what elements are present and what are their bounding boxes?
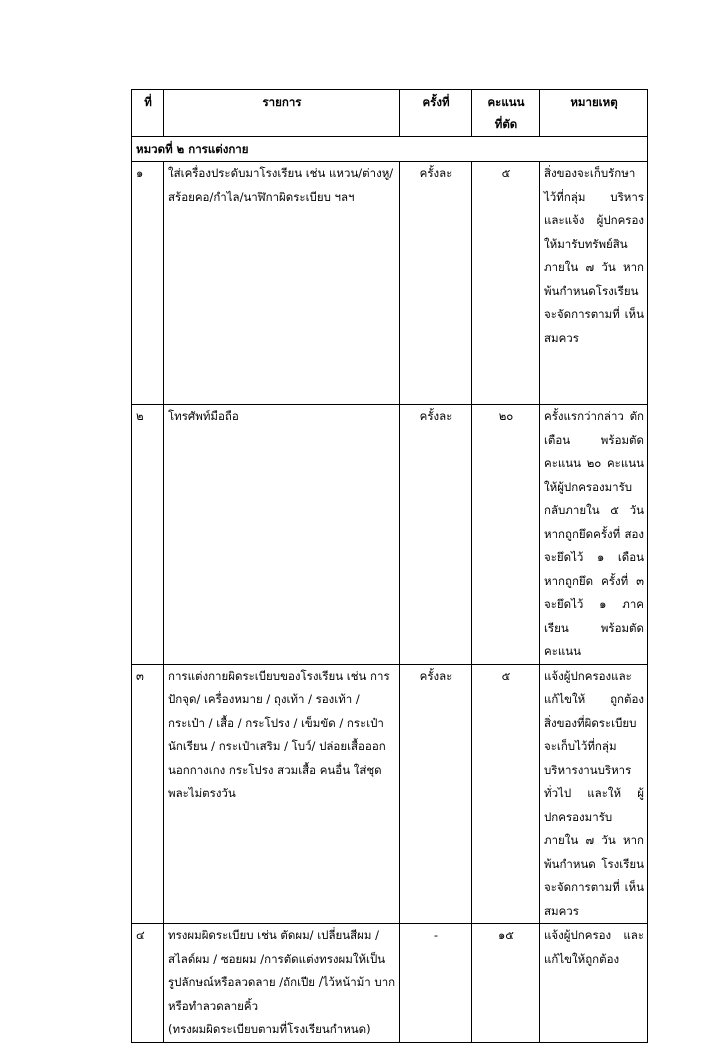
table-row <box>132 162 648 405</box>
row-note <box>540 664 648 924</box>
header-times: ครั้งที่ <box>400 90 472 137</box>
section-row <box>132 137 648 162</box>
row-number: ๔ <box>132 924 164 1043</box>
row-note-text: สิ่งของจะเก็บรักษาไว้ที่กลุ่ม บริหาร และแจ้ง ผู้ปกครอง ให้มารับทรัพย์สิน ภายใน ๗ วัน หาก พ้นกำหนดโรงเรียน จะจัดการตามที่ เห็นสมควร <box>544 166 644 345</box>
row-item <box>164 162 400 405</box>
header-no: ที่ <box>132 90 164 137</box>
section-title: หมวดที่ ๒ การแต่งกาย <box>132 137 648 162</box>
row-times: - <box>400 924 472 1043</box>
row-item-text: ทรงผมผิดระเบียบ เช่น ตัดผม/ เปลี่ยนสีผม / สไลด์ผม / ซอยผม /การตัดแต่งทรงผมให้เป็นรูปลักษณ์หรือลวดลาย /ถักเปีย /ไว้หน้าม้า บากหรือทำลวดลายคิ้ว (ทรงผมผิดระเบียบตามที่โรงเรียนกำหนด) <box>168 928 396 1036</box>
row-item <box>164 405 400 665</box>
row-note <box>540 162 648 405</box>
row-item <box>164 924 400 1043</box>
row-number: ๒ <box>132 405 164 665</box>
row-score: ๕ <box>472 162 540 405</box>
row-number: ๓ <box>132 664 164 924</box>
row-times: ครั้งละ <box>400 664 472 924</box>
row-note-text: ครั้งแรกว่ากล่าว ตักเตือน พร้อมตัด คะแนน ๒๐ คะแนน ให้ผู้ปกครองมารับ กลับภายใน ๕ วัน หากถูกยึดครั้งที่ สองจะยึดไว้ ๑ เดือน หากถูกยึด ครั้งที่ ๓ จะยึดไว้ ๑ ภาคเรียน พร้อมตัด คะแนน <box>544 409 644 658</box>
row-item-text: ใส่เครื่องประดับมาโรงเรียน เช่น แหวน/ต่างหู/สร้อยคอ/กำไล/นาฬิกาผิดระเบียบ ฯลฯ <box>168 166 394 204</box>
table-row <box>132 664 648 924</box>
row-number: ๑ <box>132 162 164 405</box>
row-item-text: โทรศัพท์มือถือ <box>168 409 239 423</box>
row-note <box>540 405 648 665</box>
row-note-text: แจ้งผู้ปกครองและ แก้ไขให้ ถูกต้อง สิ่งของที่ผิดระเบียบ จะเก็บไว้ที่กลุ่ม บริหารงานบริหาร ทั่วไป และให้ ผู้ปกครองมารับ ภายใน ๗ วัน หาก พ้นกำหนด โรงเรียน จะจัดการตามที่ เห็นสมควร <box>544 668 644 918</box>
header-score: คะแนน ที่ตัด <box>472 90 540 137</box>
table-row <box>132 924 648 1043</box>
header-row <box>132 90 648 137</box>
row-item <box>164 664 400 924</box>
row-times: ครั้งละ <box>400 162 472 405</box>
table-row <box>132 405 648 665</box>
row-item-text: การแต่งกายผิดระเบียบของโรงเรียน เช่น การปักจุด/ เครื่องหมาย / ถุงเท้า / รองเท้า / กระเป๋า / เสื้อ / กระโปรง / เข็มขัด / กระเป๋านักเรียน / กระเป๋าเสริม / โบว์/ ปล่อยเสื้อออกนอกกางเกง กระโปรง สวมเสื้อ คนอื่น ใส่ชุดพละไม่ตรงวัน <box>168 668 390 800</box>
row-note <box>540 924 648 1043</box>
header-note: หมายเหตุ <box>540 90 648 137</box>
row-note-text: แจ้งผู้ปกครอง และ แก้ไขให้ถูกต้อง <box>544 928 644 966</box>
row-times: ครั้งละ <box>400 405 472 665</box>
row-score: ๒๐ <box>472 405 540 665</box>
row-score: ๑๕ <box>472 924 540 1043</box>
header-item: รายการ <box>164 90 400 137</box>
row-score: ๕ <box>472 664 540 924</box>
discipline-table <box>131 89 648 1043</box>
